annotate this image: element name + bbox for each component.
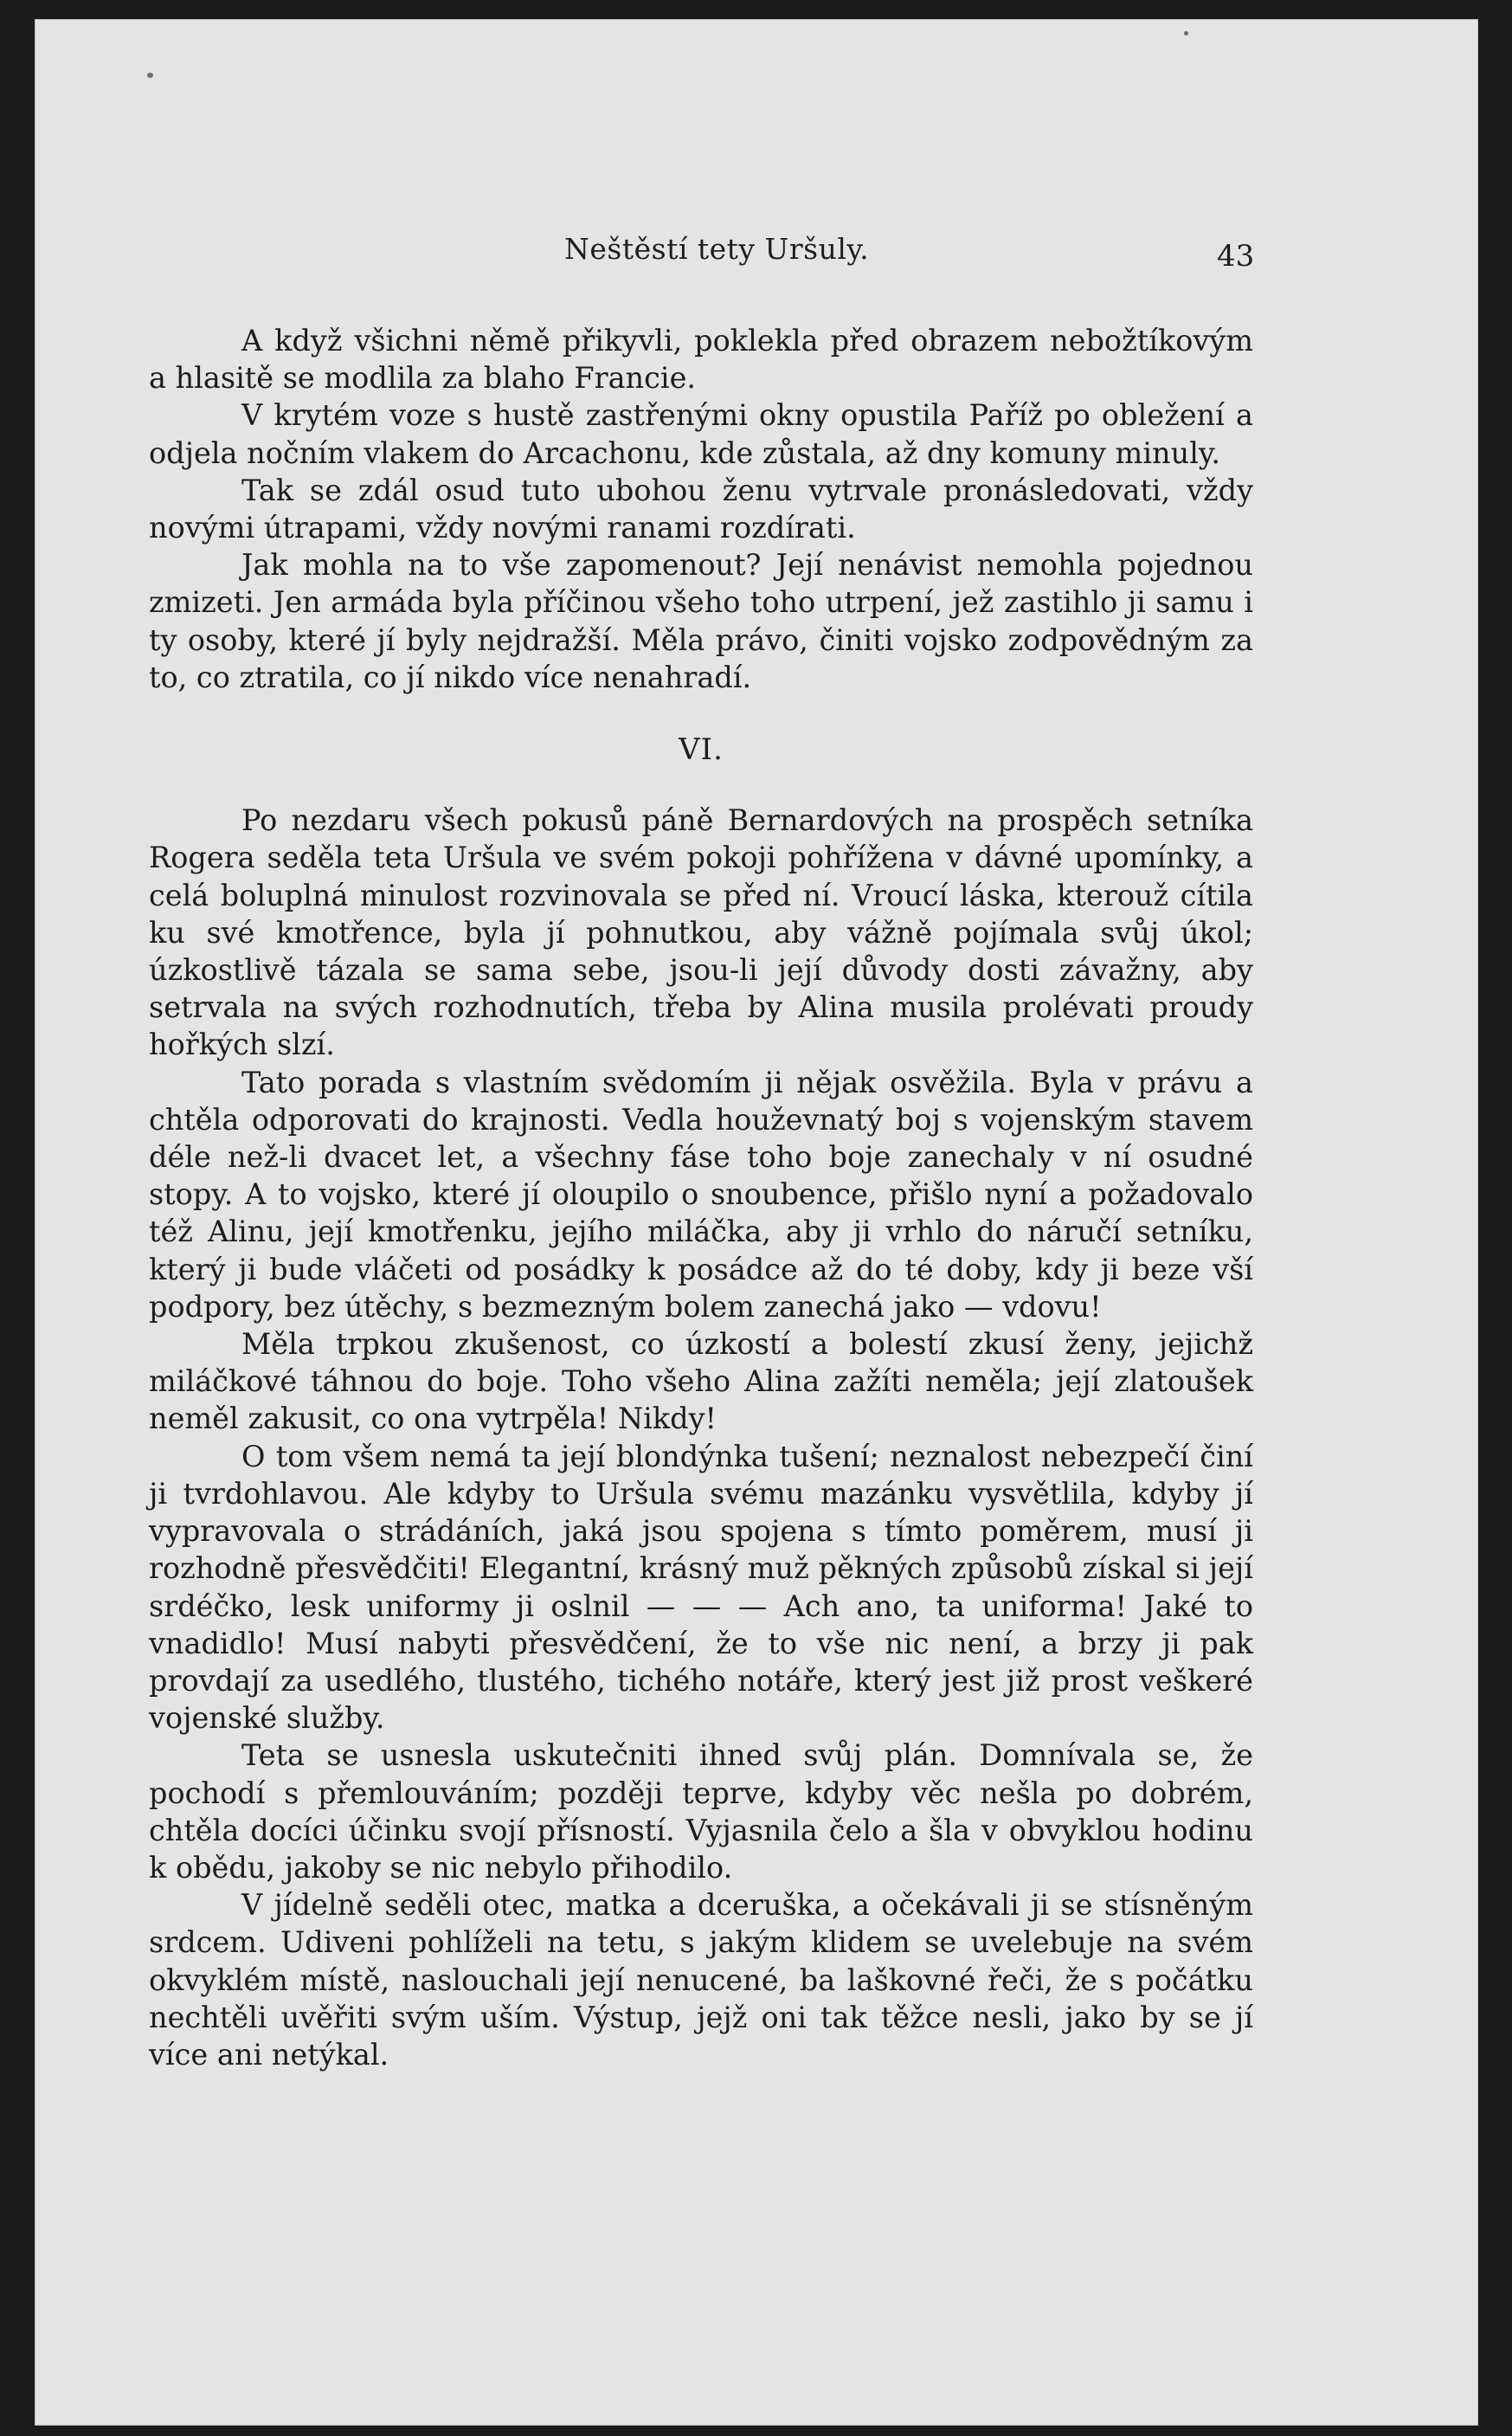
paragraph: Po nezdaru všech pokusů páně Bernardových na prospěch setníka Rogera seděla teta Uršula ve svém pokoji pohřížena v dávné upomínky, a celá boluplná minulost rozvinovala se před ní. Vroucí láska, kterouž cítila ku své kmotřence, byla jí pohnutkou, aby vážně pojímala svůj úkol; úzkostlivě tázala se sama sebe, jsou-li její důvody dosti závažny, aby setrvala na svých rozhodnutích, třeba by Alina musila prolévati proudy hořkých slzí. [149, 803, 1253, 1062]
paragraph: Jak mohla na to vše zapomenout? Její nenávist nemohla pojednou zmizeti. Jen armáda byla příčinou všeho toho utrpení, jež zastihlo ji samu i ty osoby, které jí byly nejdražší. Měla právo, činiti vojsko zodpovědným za to, co ztratila, co jí nikdo více nenahradí. [149, 548, 1253, 694]
paragraph: Tato porada s vlastním svědomím ji nějak osvěžila. Byla v právu a chtěla odporovati do krajnosti. Vedla houževnatý boj s vojenským stavem déle než-li dvacet let, a všechny fáse toho boje zanechaly v ní osudné stopy. A to vojsko, které jí oloupilo o snoubence, přišlo nyní a požadovalo též Alinu, její kmotřenku, jejího miláčka, aby ji vrhlo do náručí setníku, který ji bude vláčeti od posádky k posádce až do té doby, kdy ji beze vší podpory, bez útěchy, s bezmezným bolem zanechá jako — vdovu! [149, 1065, 1253, 1324]
book-page [35, 19, 1478, 2426]
paragraph: V krytém voze s hustě zastřenými okny opustila Paříž po obležení a odjela nočním vlakem do Arcachonu, kde zůstala, až dny komuny minuly. [149, 398, 1253, 470]
paragraph: A když všichni němě přikyvli, poklekla před obrazem nebožtíkovým a hlasitě se modlila za blaho Francie. [149, 324, 1253, 396]
chapter-heading: VI. [679, 732, 724, 768]
body-text [149, 322, 1253, 2073]
paragraph: O tom všem nemá ta její blondýnka tušení; neznalost nebezpečí činí ji tvrdohlavou. Ale kdyby to Uršula svému mazánku vysvětlila, kdyby jí vypravovala o strádáních, jaká jsou spojena s tímto poměrem, musí ji rozhodně přesvědčiti! Elegantní, krásný muž pěkných způsobů získal si její srdéčko, lesk uniformy ji oslnil — — — Ach ano, ta uniforma! Jaké to vnadidlo! Musí nabyti přesvědčení, že to vše nic není, a brzy ji pak provdají za usedlého, tlustého, tichého notáře, který jest již prost veškeré vojenské služby. [149, 1439, 1253, 1736]
running-title: Neštěstí tety Uršuly. [564, 232, 870, 266]
paragraph: V jídelně seděli otec, matka a dceruška, a očekávali ji se stísněným srdcem. Udiveni pohlíželi na tetu, s jakým klidem se uvelebuje na svém okvyklém místě, naslouchali její nenucené, ba laškovné řeči, že s počátku nechtěli uvěřiti svým uším. Výstup, jejž oni tak těžce nesli, jako by se jí více ani netýkal. [149, 1888, 1253, 2072]
paper-speck [1184, 31, 1188, 35]
paper-speck [147, 73, 153, 78]
paragraph: Tak se zdál osud tuto ubohou ženu vytrvale pronásledovati, vždy novými útrapami, vždy novými ranami rozdírati. [149, 473, 1253, 545]
page-number: 43 [1217, 239, 1255, 274]
paragraph: Teta se usnesla uskutečniti ihned svůj plán. Domnívala se, že pochodí s přemlouváním; později teprve, kdyby věc nešla po dobrém, chtěla docíci účinku svojí přísností. Vyjasnila čelo a šla v obvyklou hodinu k obědu, jakoby se nic nebylo přihodilo. [149, 1738, 1253, 1885]
paragraph: Měla trpkou zkušenost, co úzkostí a bolestí zkusí ženy, jejichž miláčkové táhnou do boje. Toho všeho Alina zažíti neměla; její zlatoušek neměl zakusit, co ona vytrpěla! Nikdy! [149, 1327, 1253, 1436]
page-header [35, 232, 1478, 274]
